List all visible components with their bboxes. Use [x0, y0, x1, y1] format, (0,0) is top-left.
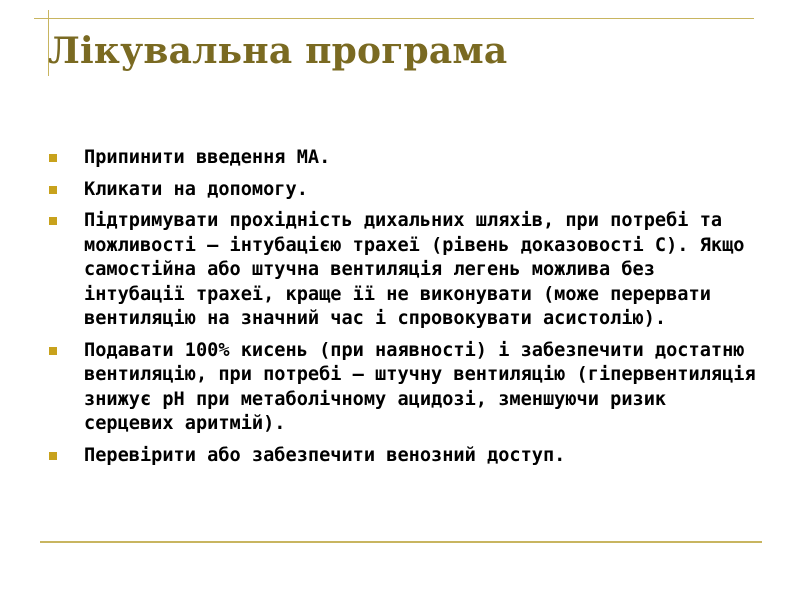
- bullet-text: Припинити введення МА.: [84, 147, 331, 168]
- list-item: [48, 339, 760, 437]
- list-item: [48, 444, 760, 469]
- square-bullet-icon: [49, 452, 57, 460]
- bottom-rule: [40, 541, 762, 543]
- bullet-text: Підтримувати прохідність дихальних шляхів, при потребі та можливості – інтубацією трахеї (рівень доказовості С). Якщо самостійна або штучна вентиляція легень можлива без інтубації трахеї, краще її не виконувати (може перервати вентиляцію на значний час і спровокувати асистолію).: [84, 210, 745, 329]
- list-item: [48, 209, 760, 332]
- square-bullet-icon: [49, 154, 57, 162]
- list-item: [48, 146, 760, 171]
- square-bullet-icon: [49, 186, 57, 194]
- square-bullet-icon: [49, 347, 57, 355]
- top-rule: [34, 18, 754, 19]
- bullet-list: [48, 146, 760, 475]
- bullet-text: Кликати на допомогу.: [84, 178, 308, 200]
- slide-title: Лікувальна програма: [48, 30, 508, 72]
- square-bullet-icon: [49, 217, 57, 225]
- list-item: [48, 178, 760, 203]
- bullet-text: Перевірити або забезпечити венозний доступ.: [84, 444, 566, 466]
- bullet-text: Подавати 100% кисень (при наявності) і забезпечити достатню вентиляцію, при потребі – штучну вентиляцію (гіпервентиляція знижує рН при метаболічному ацидозі, зменшуючи ризик серцевих аритмій).: [84, 339, 756, 434]
